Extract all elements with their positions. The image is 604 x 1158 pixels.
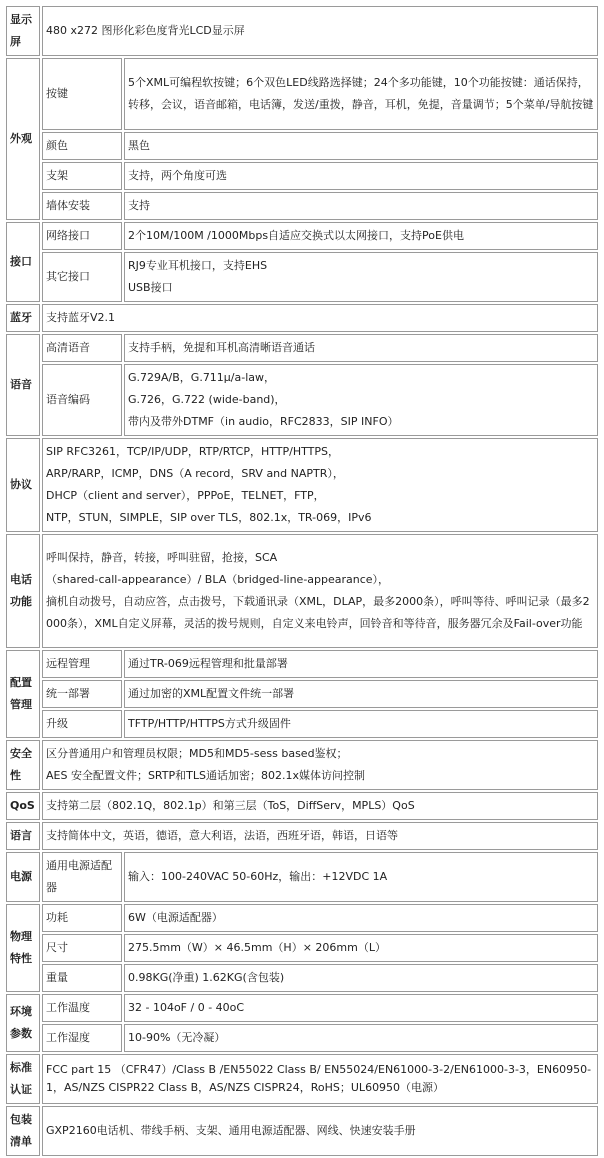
unified-value: 通过加密的XML配置文件统一部署 (124, 680, 598, 708)
category-voice: 语音 (6, 334, 40, 436)
protocol-line: SIP RFC3261，TCP/IP/UDP，RTP/RTCP，HTTP/HTTPS， (46, 445, 339, 458)
row-appearance-stand (6, 162, 598, 190)
phone-features-line: （shared-call-appearance）/ BLA（bridged-line-appearance）， (46, 573, 390, 586)
row-phone-features (6, 534, 598, 648)
protocol-value (42, 438, 598, 532)
hd-voice-value: 支持手柄，免提和耳机高清晰语音通话 (124, 334, 598, 362)
row-voice-hd (6, 334, 598, 362)
category-qos: QoS (6, 792, 40, 820)
row-package (6, 1106, 598, 1156)
codec-line: 带内及带外DTMF（in audio，RFC2833，SIP INFO） (128, 415, 399, 428)
category-language: 语言 (6, 822, 40, 850)
row-appearance-keys (6, 58, 598, 130)
security-line: 区分普通用户和管理员权限；MD5和MD5-sess based鉴权； (46, 747, 348, 760)
upgrade-value: TFTP/HTTP/HTTPS方式升级固件 (124, 710, 598, 738)
temp-label: 工作温度 (42, 994, 122, 1022)
keys-value: 5个XML可编程软按键；6个双色LED线路选择键；24个多功能键，10个功能按键：通话保持，转移，会议，语音邮箱，电话簿，发送/重拨，静音，耳机，免提，音量调节；5个菜单/导航按键 (124, 58, 598, 130)
power-value: 输入：100-240VAC 50-60Hz，输出：+12VDC 1A (124, 852, 598, 902)
power-label: 通用电源适配器 (42, 852, 122, 902)
protocol-line: ARP/RARP，ICMP，DNS（A record，SRV and NAPTR）， (46, 467, 344, 480)
hd-voice-label: 高清语音 (42, 334, 122, 362)
category-package: 包装清单 (6, 1106, 40, 1156)
row-security (6, 740, 598, 790)
row-physical-weight (6, 964, 598, 992)
row-appearance-wall (6, 192, 598, 220)
row-qos (6, 792, 598, 820)
row-interface-network (6, 222, 598, 250)
codec-line: G.726，G.722 (wide-band)， (128, 393, 286, 406)
codec-value (124, 364, 598, 436)
wall-value: 支持 (124, 192, 598, 220)
bluetooth-value: 支持蓝牙V2.1 (42, 304, 598, 332)
spec-table (4, 4, 600, 1158)
protocol-line: DHCP（client and server），PPPoE，TELNET，FTP， (46, 489, 325, 502)
category-protocol: 协议 (6, 438, 40, 532)
security-value (42, 740, 598, 790)
category-certification: 标准认证 (6, 1054, 40, 1104)
language-value: 支持简体中文，英语，德语，意大利语，法语，西班牙语，韩语，日语等 (42, 822, 598, 850)
category-phone-features: 电话功能 (6, 534, 40, 648)
row-config-remote (6, 650, 598, 678)
row-bluetooth (6, 304, 598, 332)
row-config-unified (6, 680, 598, 708)
category-appearance: 外观 (6, 58, 40, 220)
row-appearance-color (6, 132, 598, 160)
row-config-upgrade (6, 710, 598, 738)
row-voice-codec (6, 364, 598, 436)
row-protocol (6, 438, 598, 532)
row-display (6, 6, 598, 56)
size-label: 尺寸 (42, 934, 122, 962)
phone-features-line: 摘机自动拨号，自动应答，点击拨号，下载通讯录（XML，DLAP，最多2000条），呼叫等待、呼叫记录（最多2000条），XML自定义屏幕，灵活的拨号规则，自定义来电铃声，回铃音和等待音，服务器冗余及Fail-over功能 (46, 595, 590, 630)
color-label: 颜色 (42, 132, 122, 160)
category-power: 电源 (6, 852, 40, 902)
category-bluetooth: 蓝牙 (6, 304, 40, 332)
stand-value: 支持，两个角度可选 (124, 162, 598, 190)
package-value: GXP2160电话机、带线手柄、支架、通用电源适配器、网线、快速安装手册 (42, 1106, 598, 1156)
other-interface-line: RJ9专业耳机接口，支持EHS (128, 259, 268, 272)
keys-label: 按键 (42, 58, 122, 130)
consumption-value: 6W（电源适配器） (124, 904, 598, 932)
category-display: 显示屏 (6, 6, 40, 56)
color-value: 黑色 (124, 132, 598, 160)
remote-label: 远程管理 (42, 650, 122, 678)
qos-value: 支持第二层（802.1Q，802.1p）和第三层（ToS，DiffServ，MPLS）QoS (42, 792, 598, 820)
category-security: 安全性 (6, 740, 40, 790)
humidity-label: 工作湿度 (42, 1024, 122, 1052)
temp-value: 32 - 104oF / 0 - 40oC (124, 994, 598, 1022)
protocol-line: NTP，STUN，SIMPLE，SIP over TLS，802.1x，TR-069，IPv6 (46, 511, 372, 524)
phone-features-line: 呼叫保持，静音，转接，呼叫驻留，抢接，SCA (46, 551, 278, 564)
remote-value: 通过TR-069远程管理和批量部署 (124, 650, 598, 678)
upgrade-label: 升级 (42, 710, 122, 738)
consumption-label: 功耗 (42, 904, 122, 932)
network-value: 2个10M/100M /1000Mbps自适应交换式以太网接口，支持PoE供电 (124, 222, 598, 250)
size-value: 275.5mm（W）× 46.5mm（H）× 206mm（L） (124, 934, 598, 962)
category-interface: 接口 (6, 222, 40, 302)
row-certification (6, 1054, 598, 1104)
codec-label: 语音编码 (42, 364, 122, 436)
other-interface-line: USB接口 (128, 281, 173, 294)
row-interface-other (6, 252, 598, 302)
unified-label: 统一部署 (42, 680, 122, 708)
weight-label: 重量 (42, 964, 122, 992)
weight-value: 0.98KG(净重) 1.62KG(含包装) (124, 964, 598, 992)
wall-label: 墙体安装 (42, 192, 122, 220)
network-label: 网络接口 (42, 222, 122, 250)
humidity-value: 10-90%（无冷凝） (124, 1024, 598, 1052)
row-language (6, 822, 598, 850)
row-physical-size (6, 934, 598, 962)
row-environment-temp (6, 994, 598, 1022)
category-environment: 环境参数 (6, 994, 40, 1052)
stand-label: 支架 (42, 162, 122, 190)
row-environment-humidity (6, 1024, 598, 1052)
category-config: 配置管理 (6, 650, 40, 738)
display-value: 480 x272 图形化彩色度背光LCD显示屏 (42, 6, 598, 56)
certification-value: FCC part 15 （CFR47）/Class B /EN55022 Class B/ EN55024/EN61000-3-2/EN61000-3-3，EN60950-1，AS/NZS CISPR22 Class B，AS/NZS CISPR24，RoHS；UL60950（电源） (42, 1054, 598, 1104)
other-interface-value (124, 252, 598, 302)
other-interface-label: 其它接口 (42, 252, 122, 302)
phone-features-value (42, 534, 598, 648)
category-physical: 物理特性 (6, 904, 40, 992)
security-line: AES 安全配置文件；SRTP和TLS通话加密；802.1x媒体访问控制 (46, 769, 365, 782)
row-power (6, 852, 598, 902)
codec-line: G.729A/B，G.711μ/a-law， (128, 371, 276, 384)
row-physical-consumption (6, 904, 598, 932)
